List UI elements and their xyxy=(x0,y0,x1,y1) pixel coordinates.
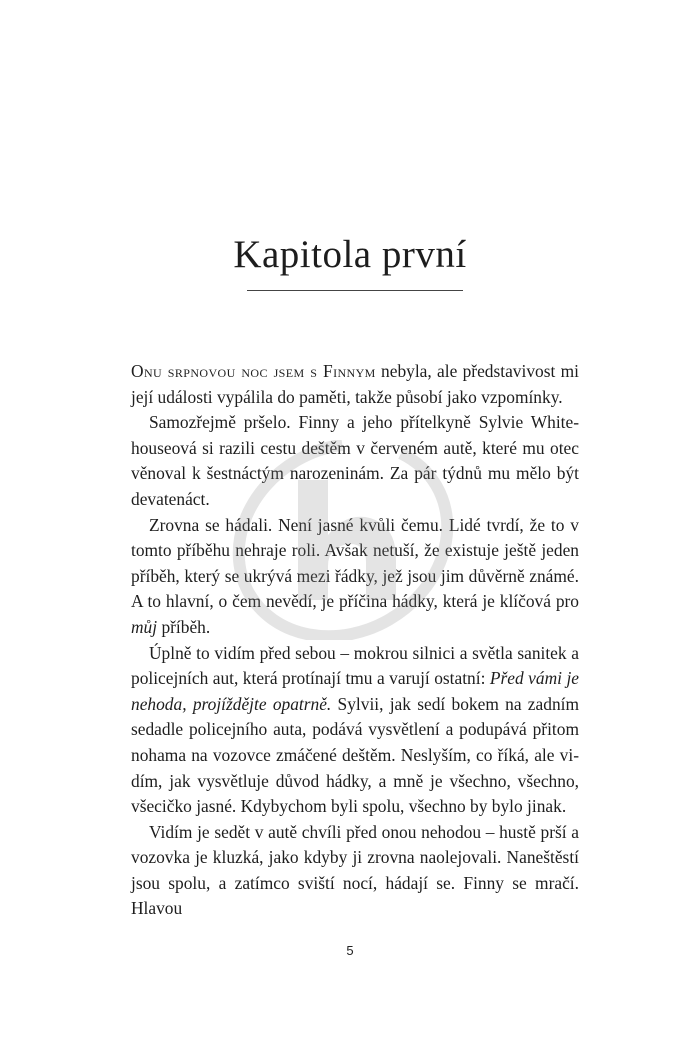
paragraph-text: příběh. xyxy=(157,616,211,637)
title-divider xyxy=(247,290,463,291)
paragraph-5: Vidím je sedět v autě chvíli před onou nehodou – hustě prší a vozovka je kluzká, jako kdyby ji zrovna naolejovali. Naneštěstí jsou spolu, a zatímco sviští nocí, hádají se. Finny se mračí. Hlavou xyxy=(131,821,579,919)
paragraph-text: Sylvii, jak sedí bokem na zadním sedadle policejního auta, podává vysvětlení a podupává přitom nohama na vozovce zmáčené deštěm. Neslyším, co říká, ale vidím, jak vysvětluje důvod hádky, a mně je všechno, všechno, všecičko jasné. Kdybychom byli spolu, všechno by bylo jinak. xyxy=(131,693,579,817)
body-text xyxy=(131,359,579,922)
page-number: 5 xyxy=(346,943,354,958)
paragraph-italic-text: můj xyxy=(131,616,158,637)
paragraph-4 xyxy=(131,641,579,820)
paragraph-text: nebyla, ale představivost mi její události vypálila do paměti, takže působí jako vzpomínky. xyxy=(131,361,579,407)
chapter-title: Kapitola první xyxy=(233,233,467,276)
paragraph-text: Zrovna se hádali. Není jasné kvůli čemu. Lidé tvrdí, že to v tomto příběhu nehraje roli. Avšak netuší, že existuje ještě jeden příběh, který se ukrývá mezi řádky, jež jsou jim důvěrně známé. A to hlavní, o čem nevědí, je příčina hádky, která je klíčová pro xyxy=(131,514,579,612)
paragraph-1 xyxy=(131,359,579,410)
paragraph-2: Samozřejmě pršelo. Finny a jeho přítelkyně Sylvie Whitehouseová si razili cestu deštěm v červeném autě, které mu otec věnoval k šestnáctým narozeninám. Za pár týdnů mu mělo být devatenáct. xyxy=(131,412,579,509)
paragraph-3 xyxy=(131,513,579,641)
paragraph-lead-smallcaps: Onu srpnovou noc jsem s Finnym xyxy=(131,361,376,381)
paragraph-text: Úplně to vidím před sebou – mokrou silnici a světla sanitek a policejních aut, která protínají tmu a varují ostatní: xyxy=(131,642,579,689)
paragraph-italic-text: Před vámi je nehoda, projíždějte opatrně. xyxy=(131,668,580,714)
